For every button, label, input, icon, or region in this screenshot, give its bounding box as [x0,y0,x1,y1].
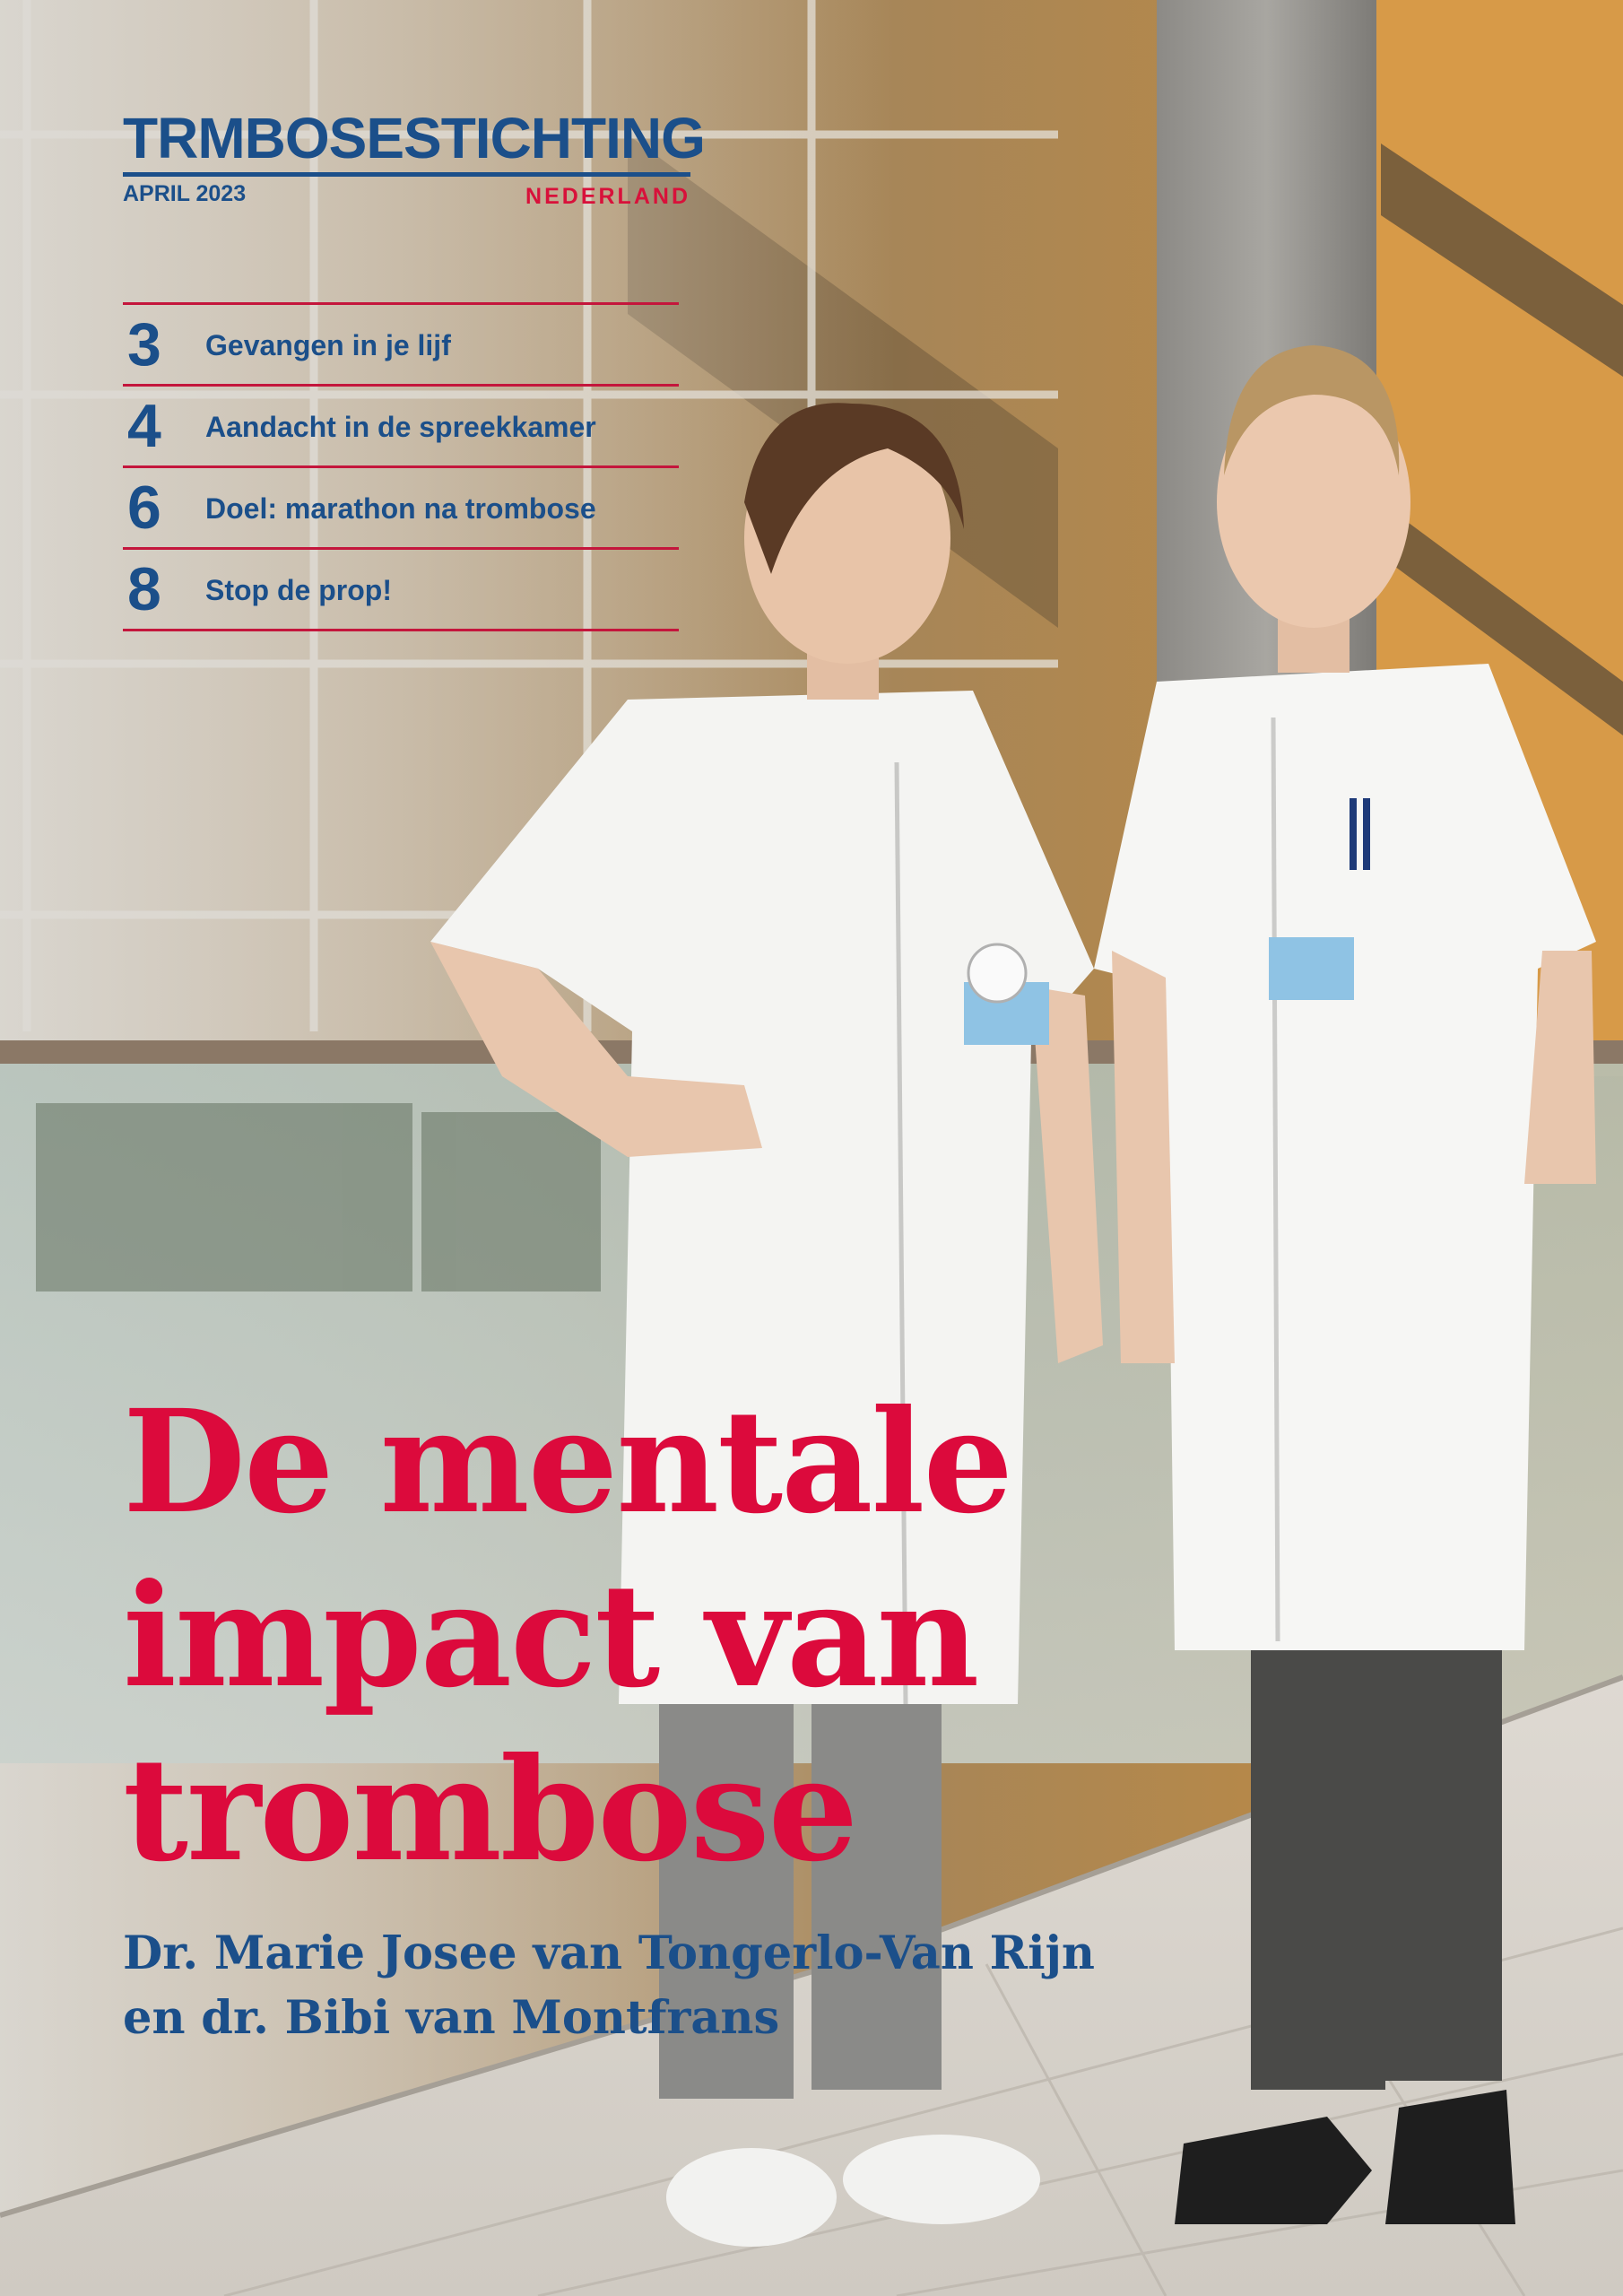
toc-title: Aandacht in de spreekkamer [205,411,596,443]
toc-title: Stop de prop! [205,574,392,606]
toc-title: Gevangen in je lijf [205,329,451,361]
table-of-contents [123,302,679,631]
brand-wordmark-part1: TR [123,106,198,170]
subtitle-line: en dr. Bibi van Montfrans [123,1991,780,2045]
toc-item[interactable] [123,468,679,550]
toc-title: Doel: marathon na trombose [205,492,596,525]
toc-item[interactable] [123,550,679,631]
toc-page-number: 3 [127,310,161,378]
subtitle-line: Dr. Marie Josee van Tongerlo-Van Rijn [123,1926,1095,1980]
brand-wordmark [123,106,705,170]
headline-line: impact van [123,1553,978,1719]
brand-underline [123,172,690,177]
headline-line: trombose [123,1727,857,1893]
masthead [123,106,705,209]
cover-headline [123,1376,1020,1898]
headline-line: De mentale [123,1379,1012,1545]
toc-page-number: 4 [127,392,161,460]
toc-page-number: 6 [127,474,161,542]
toc-item[interactable] [123,305,679,387]
brand-wordmark-part2: MBOSESTICHTING [197,106,705,170]
toc-page-number: 8 [127,555,161,623]
cover-subtitle [123,1921,1181,2050]
issue-date: APRIL 2023 [123,181,247,206]
country-label: NEDERLAND [525,184,690,209]
toc-item[interactable] [123,387,679,468]
